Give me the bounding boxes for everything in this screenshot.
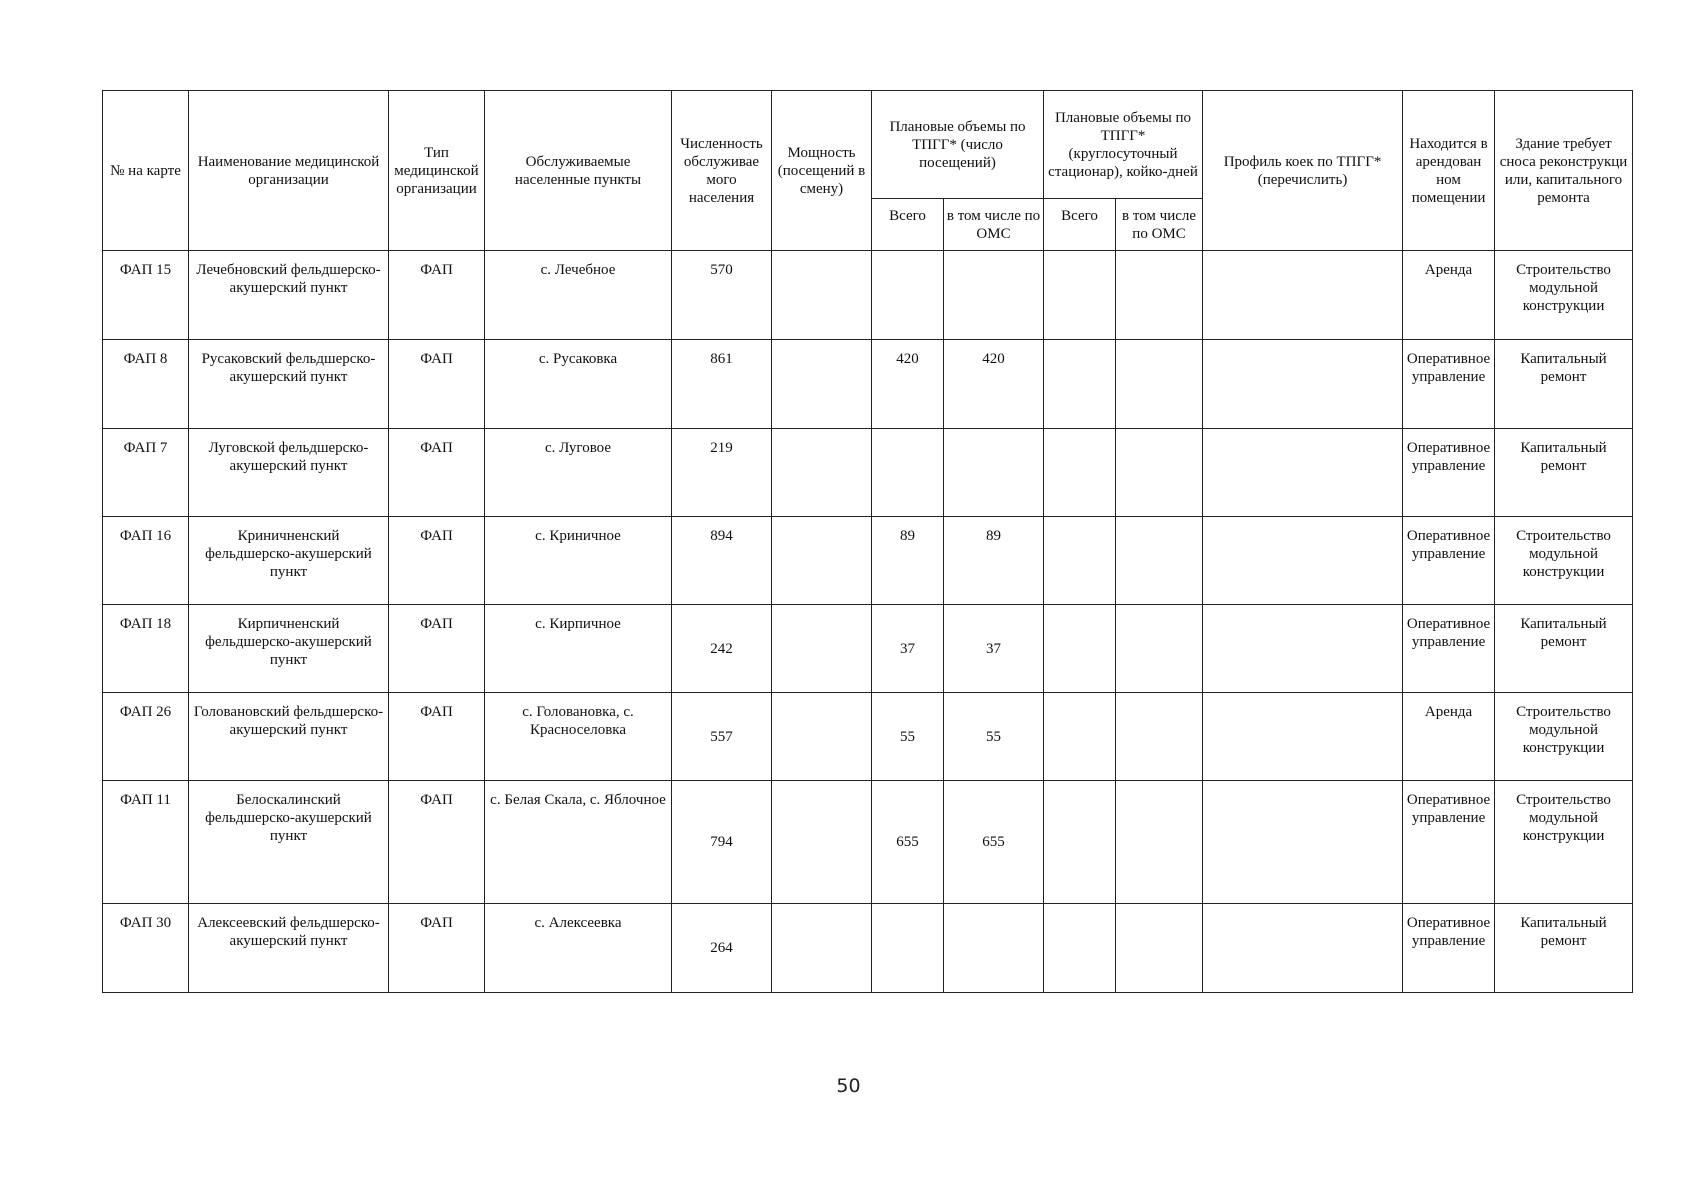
cell-beds-total bbox=[1044, 429, 1116, 517]
cell-building: Строительство модульной конструкции bbox=[1495, 693, 1633, 781]
cell-capacity bbox=[772, 904, 872, 993]
cell-capacity bbox=[772, 517, 872, 605]
cell-population: 794 bbox=[672, 781, 772, 904]
cell-type: ФАП bbox=[389, 340, 485, 429]
table-row bbox=[103, 781, 1633, 904]
table-row bbox=[103, 429, 1633, 517]
cell-visits-oms bbox=[944, 904, 1044, 993]
cell-building: Капитальный ремонт bbox=[1495, 340, 1633, 429]
cell-rented: Оперативное управление bbox=[1403, 605, 1495, 693]
cell-beds-oms bbox=[1116, 429, 1203, 517]
cell-bed-profile bbox=[1203, 429, 1403, 517]
cell-localities: с. Лечебное bbox=[485, 251, 672, 340]
cell-population: 557 bbox=[672, 693, 772, 781]
cell-building: Капитальный ремонт bbox=[1495, 605, 1633, 693]
header-visits-oms: в том числе по ОМС bbox=[944, 199, 1044, 251]
cell-beds-total bbox=[1044, 693, 1116, 781]
header-plan-visits: Плановые объемы по ТПГГ* (число посещений) bbox=[872, 91, 1044, 199]
header-map-no: № на карте bbox=[103, 91, 189, 251]
cell-population: 861 bbox=[672, 340, 772, 429]
cell-rented: Оперативное управление bbox=[1403, 781, 1495, 904]
cell-rented: Оперативное управление bbox=[1403, 517, 1495, 605]
cell-localities: с. Луговое bbox=[485, 429, 672, 517]
cell-beds-oms bbox=[1116, 781, 1203, 904]
cell-type: ФАП bbox=[389, 904, 485, 993]
cell-capacity bbox=[772, 781, 872, 904]
table-row bbox=[103, 693, 1633, 781]
cell-beds-total bbox=[1044, 781, 1116, 904]
table-row bbox=[103, 605, 1633, 693]
cell-population: 242 bbox=[672, 605, 772, 693]
cell-bed-profile bbox=[1203, 517, 1403, 605]
cell-beds-oms bbox=[1116, 904, 1203, 993]
cell-type: ФАП bbox=[389, 693, 485, 781]
cell-localities: с. Русаковка bbox=[485, 340, 672, 429]
table-row bbox=[103, 904, 1633, 993]
cell-name: Белоскалинский фельдшерско-акушерский пункт bbox=[189, 781, 389, 904]
cell-name: Лечебновский фельдшерско-акушерский пункт bbox=[189, 251, 389, 340]
table-body bbox=[103, 251, 1633, 993]
table-row bbox=[103, 340, 1633, 429]
header-beds-oms: в том числе по ОМС bbox=[1116, 199, 1203, 251]
cell-map-no: ФАП 8 bbox=[103, 340, 189, 429]
table-row bbox=[103, 251, 1633, 340]
cell-map-no: ФАП 11 bbox=[103, 781, 189, 904]
cell-map-no: ФАП 15 bbox=[103, 251, 189, 340]
cell-name: Кирпичненский фельдшерско-акушерский пункт bbox=[189, 605, 389, 693]
cell-bed-profile bbox=[1203, 693, 1403, 781]
cell-name: Луговской фельдшерско-акушерский пункт bbox=[189, 429, 389, 517]
document-table-container bbox=[102, 90, 1632, 993]
header-org-type: Тип медицинской организации bbox=[389, 91, 485, 251]
cell-map-no: ФАП 26 bbox=[103, 693, 189, 781]
cell-beds-oms bbox=[1116, 517, 1203, 605]
header-building: Здание требует сноса реконструкци или, капитального ремонта bbox=[1495, 91, 1633, 251]
cell-beds-total bbox=[1044, 605, 1116, 693]
cell-building: Строительство модульной конструкции bbox=[1495, 781, 1633, 904]
cell-visits-total bbox=[872, 429, 944, 517]
cell-capacity bbox=[772, 251, 872, 340]
cell-visits-total bbox=[872, 251, 944, 340]
cell-map-no: ФАП 18 bbox=[103, 605, 189, 693]
page-number: 50 bbox=[836, 1075, 861, 1097]
cell-visits-oms: 655 bbox=[944, 781, 1044, 904]
cell-visits-total: 655 bbox=[872, 781, 944, 904]
cell-name: Криничненский фельдшерско-акушерский пункт bbox=[189, 517, 389, 605]
cell-rented: Оперативное управление bbox=[1403, 904, 1495, 993]
cell-bed-profile bbox=[1203, 904, 1403, 993]
cell-rented: Оперативное управление bbox=[1403, 340, 1495, 429]
cell-localities: с. Кирпичное bbox=[485, 605, 672, 693]
cell-map-no: ФАП 7 bbox=[103, 429, 189, 517]
cell-visits-total bbox=[872, 904, 944, 993]
cell-type: ФАП bbox=[389, 251, 485, 340]
cell-capacity bbox=[772, 429, 872, 517]
header-capacity: Мощность (посещений в смену) bbox=[772, 91, 872, 251]
cell-name: Русаковский фельдшерско-акушерский пункт bbox=[189, 340, 389, 429]
cell-building: Капитальный ремонт bbox=[1495, 904, 1633, 993]
header-beds-total: Всего bbox=[1044, 199, 1116, 251]
cell-localities: с. Голованoвка, с. Красноселовка bbox=[485, 693, 672, 781]
cell-beds-oms bbox=[1116, 340, 1203, 429]
cell-localities: с. Криничное bbox=[485, 517, 672, 605]
header-org-name: Наименование медицинской организации bbox=[189, 91, 389, 251]
cell-bed-profile bbox=[1203, 605, 1403, 693]
cell-beds-total bbox=[1044, 904, 1116, 993]
cell-capacity bbox=[772, 693, 872, 781]
table-header bbox=[103, 91, 1633, 251]
cell-visits-oms: 37 bbox=[944, 605, 1044, 693]
table-row bbox=[103, 517, 1633, 605]
cell-bed-profile bbox=[1203, 781, 1403, 904]
cell-beds-oms bbox=[1116, 605, 1203, 693]
cell-building: Строительство модульной конструкции bbox=[1495, 251, 1633, 340]
cell-visits-oms bbox=[944, 429, 1044, 517]
cell-visits-oms: 420 bbox=[944, 340, 1044, 429]
cell-rented: Оперативное управление bbox=[1403, 429, 1495, 517]
cell-beds-total bbox=[1044, 340, 1116, 429]
cell-type: ФАП bbox=[389, 781, 485, 904]
cell-map-no: ФАП 16 bbox=[103, 517, 189, 605]
cell-population: 264 bbox=[672, 904, 772, 993]
cell-type: ФАП bbox=[389, 517, 485, 605]
cell-name: Голованoвский фельдшерско-акушерский пункт bbox=[189, 693, 389, 781]
cell-visits-total: 89 bbox=[872, 517, 944, 605]
cell-map-no: ФАП 30 bbox=[103, 904, 189, 993]
cell-population: 894 bbox=[672, 517, 772, 605]
cell-visits-oms: 89 bbox=[944, 517, 1044, 605]
header-visits-total: Всего bbox=[872, 199, 944, 251]
cell-visits-oms: 55 bbox=[944, 693, 1044, 781]
cell-beds-oms bbox=[1116, 693, 1203, 781]
cell-visits-total: 55 bbox=[872, 693, 944, 781]
header-rented: Находится в арендован ном помещении bbox=[1403, 91, 1495, 251]
cell-visits-oms bbox=[944, 251, 1044, 340]
cell-localities: с. Белая Скала, с. Яблочное bbox=[485, 781, 672, 904]
cell-population: 570 bbox=[672, 251, 772, 340]
cell-bed-profile bbox=[1203, 340, 1403, 429]
cell-visits-total: 420 bbox=[872, 340, 944, 429]
cell-beds-total bbox=[1044, 517, 1116, 605]
header-localities: Обслуживаемые населенные пункты bbox=[485, 91, 672, 251]
header-population: Численность обслуживае мого населения bbox=[672, 91, 772, 251]
cell-building: Строительство модульной конструкции bbox=[1495, 517, 1633, 605]
cell-type: ФАП bbox=[389, 429, 485, 517]
cell-localities: с. Алексеевка bbox=[485, 904, 672, 993]
cell-population: 219 bbox=[672, 429, 772, 517]
cell-beds-oms bbox=[1116, 251, 1203, 340]
cell-rented: Аренда bbox=[1403, 693, 1495, 781]
cell-type: ФАП bbox=[389, 605, 485, 693]
header-plan-beds: Плановые объемы по ТПГГ* (круглосуточный стационар), койко-дней bbox=[1044, 91, 1203, 199]
cell-bed-profile bbox=[1203, 251, 1403, 340]
header-bed-profile: Профиль коек по ТПГГ* (перечислить) bbox=[1203, 91, 1403, 251]
cell-rented: Аренда bbox=[1403, 251, 1495, 340]
cell-capacity bbox=[772, 340, 872, 429]
cell-name: Алексеевский фельдшерско-акушерский пункт bbox=[189, 904, 389, 993]
facilities-table bbox=[102, 90, 1633, 993]
cell-visits-total: 37 bbox=[872, 605, 944, 693]
cell-beds-total bbox=[1044, 251, 1116, 340]
cell-building: Капитальный ремонт bbox=[1495, 429, 1633, 517]
cell-capacity bbox=[772, 605, 872, 693]
